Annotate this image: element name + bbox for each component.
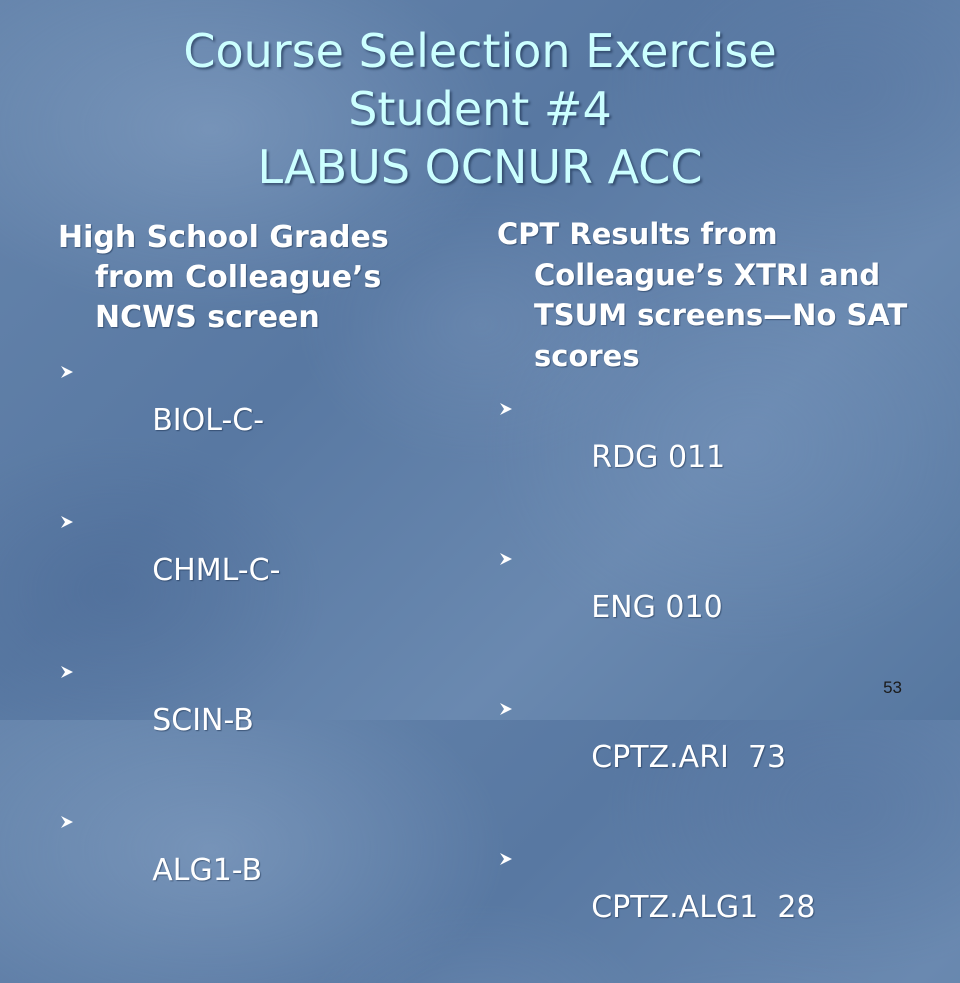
arrow-right-icon xyxy=(60,665,74,679)
list-item-text: BIOL-C- xyxy=(152,403,265,438)
title-line-1: Course Selection Exercise xyxy=(183,24,777,78)
list-item xyxy=(497,383,917,533)
right-column-heading: CPT Results from Colleague’s XTRI and TSUM screens—No SAT scores xyxy=(497,217,908,373)
left-column xyxy=(58,218,448,946)
list-item-text: ENG 010 xyxy=(591,590,723,625)
right-bullet-list xyxy=(497,383,917,983)
slide-title xyxy=(0,22,960,196)
list-item-text: CPTZ.ALG1 28 xyxy=(591,890,816,925)
list-item-text: CHML-C- xyxy=(152,553,281,588)
list-item xyxy=(497,833,917,983)
page-number: 53 xyxy=(883,678,902,697)
list-item-text: RDG 011 xyxy=(591,440,726,475)
arrow-right-icon xyxy=(60,365,74,379)
list-item-text: ALG1-B xyxy=(152,853,263,888)
list-item-text: CPTZ.ARI 73 xyxy=(591,740,787,775)
list-item xyxy=(497,683,917,833)
arrow-right-icon xyxy=(60,815,74,829)
list-item-text: SCIN-B xyxy=(152,703,254,738)
arrow-right-icon xyxy=(499,402,513,416)
arrow-right-icon xyxy=(60,515,74,529)
arrow-right-icon xyxy=(499,702,513,716)
left-column-heading: High School Grades from Colleague’s NCWS screen xyxy=(58,220,389,335)
list-item xyxy=(58,796,448,946)
arrow-right-icon xyxy=(499,852,513,866)
right-column xyxy=(497,214,917,983)
list-item xyxy=(58,496,448,646)
title-line-2: Student #4 xyxy=(348,82,612,136)
list-item xyxy=(497,533,917,683)
title-line-3: LABUS OCNUR ACC xyxy=(257,140,703,194)
list-item xyxy=(58,646,448,796)
left-bullet-list xyxy=(58,346,448,946)
arrow-right-icon xyxy=(499,552,513,566)
list-item xyxy=(58,346,448,496)
